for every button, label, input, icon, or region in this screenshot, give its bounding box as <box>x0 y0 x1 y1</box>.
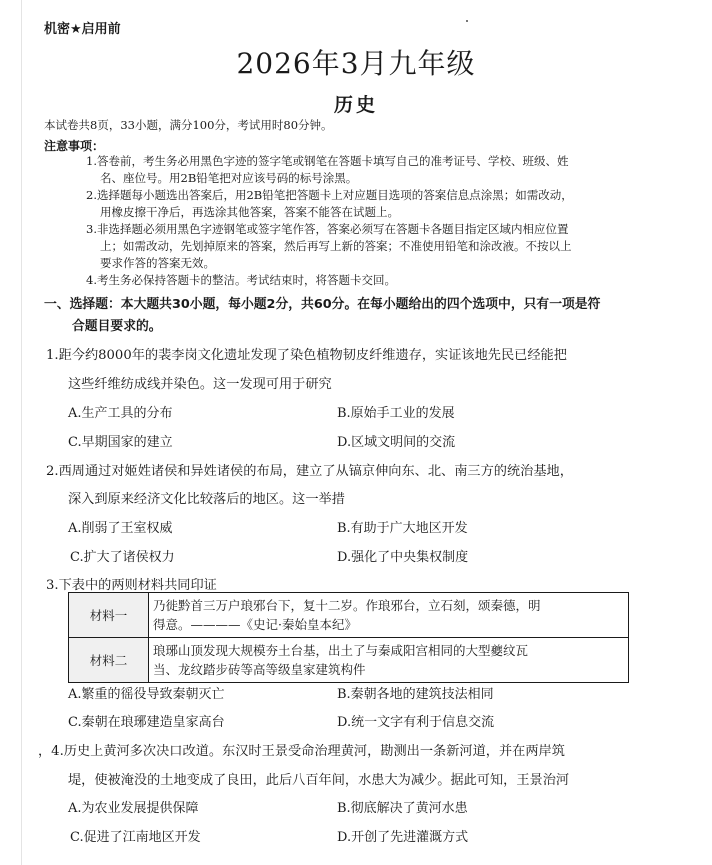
notice-item-1-line-1: 1.答卷前，考生务必用黑色字迹的签字笔或钢笔在答题卡填写自己的准考证号、学校、班级、姓 <box>86 154 569 168</box>
q2-option-b: B.有助于广大地区开发 <box>337 521 468 536</box>
section-heading-line-1: 一、选择题：本大题共30小题，每小题2分，共60分。在每小题给出的四个选项中，只有一项是符 <box>44 297 601 312</box>
q4-stem-line-2: 堤，使被淹没的土地变成了良田，此后八百年间，水患大为减少。据此可知，王景治河 <box>68 773 570 788</box>
scan-edge-line <box>21 0 22 865</box>
q3-material-table <box>68 592 629 683</box>
confidential-label: 机密★启用前 <box>44 22 121 37</box>
q3-material-1-line-2: 得意。————《史记·秦始皇本纪》 <box>153 617 357 632</box>
q3-material-2-text <box>149 638 629 683</box>
q3-option-b: B.秦朝各地的建筑技法相同 <box>337 687 494 702</box>
q2-stem-line-2: 深入到原来经济文化比较落后的地区。这一举措 <box>68 492 345 507</box>
notice-item-2-line-2: 用橡皮擦干净后，再选涂其他答案，答案不能答在试题上。 <box>100 205 399 219</box>
q1-option-a: A.生产工具的分布 <box>68 406 173 421</box>
q1-option-c: C.早期国家的建立 <box>68 435 173 450</box>
notice-item-1 <box>86 153 666 187</box>
q1-option-b: B.原始手工业的发展 <box>337 406 455 421</box>
q4-option-c: C.促进了江南地区开发 <box>70 830 201 845</box>
notice-item-3-line-3: 要求作答的答案无效。 <box>100 256 215 270</box>
q1-option-d: D.区域文明间的交流 <box>337 435 456 450</box>
subject-title: 历史 <box>333 94 378 116</box>
notice-item-4-line-1: 4.考生务必保持答题卡的整洁。考试结束时，将答题卡交回。 <box>86 273 396 287</box>
q3-option-d: D.统一文字有利于信息交流 <box>337 715 495 730</box>
q4-stem-line-1: ，4.历史上黄河多次决口改道。东汉时王景受命治理黄河，勘测出一条新河道，并在两岸筑 <box>38 744 565 759</box>
q2-option-c: C.扩大了诸侯权力 <box>70 550 175 565</box>
section-heading-line-2: 合题目要求的。 <box>72 319 162 334</box>
q3-stem: 3.下表中的两则材料共同印证 <box>46 578 217 593</box>
q3-material-1-line-1: 乃徙黔首三万户琅邪台下，复十二岁。作琅邪台，立石刻，颂秦德，明 <box>153 598 541 613</box>
q3-material-2-line-1: 琅琊山顶发现大规模夯土台基，出土了与秦咸阳宫相同的大型夔纹瓦 <box>153 643 529 658</box>
q3-material-1-text <box>149 593 629 638</box>
notice-item-2-line-1: 2.选择题每小题选出答案后，用2B铅笔把答题卡上对应题目选项的答案信息点涂黑；如需改动， <box>86 188 573 202</box>
notice-heading: 注意事项： <box>44 139 105 153</box>
q4-option-a: A.为农业发展提供保障 <box>68 801 199 816</box>
q3-option-a: A.繁重的徭役导致秦朝灭亡 <box>68 687 225 702</box>
notice-item-3-line-1: 3.非选择题必须用黑色字迹钢笔或签字笔作答，答案必须写在答题卡各题目指定区域内相应位置 <box>86 222 569 236</box>
q4-option-d: D.开创了先进灌溉方式 <box>337 830 469 845</box>
q3-material-row-1 <box>69 593 629 638</box>
section-heading <box>44 294 664 338</box>
q3-material-row-2 <box>69 638 629 683</box>
q3-option-c: C.秦朝在琅琊建造皇家高台 <box>68 715 225 730</box>
notice-item-4 <box>86 272 666 289</box>
q2-option-d: D.强化了中央集权制度 <box>337 550 469 565</box>
notice-item-3-line-2: 上；如需改动，先划掉原来的答案，然后再写上新的答案；不准使用铅笔和涂改液。不按以上 <box>100 239 572 253</box>
notice-item-2 <box>86 187 666 221</box>
notice-item-1-line-2: 名、座位号。用2B铅笔把对应该号码的标号涂黑。 <box>100 171 358 185</box>
q1-stem-line-2: 这些纤维纺成线并染色。这一发现可用于研究 <box>68 377 332 392</box>
exam-title: 2026年3月九年级 <box>236 47 476 80</box>
scan-speck <box>466 20 468 22</box>
exam-intro: 本试卷共8页，33小题，满分100分，考试用时80分钟。 <box>44 118 333 132</box>
q3-material-2-label: 材料二 <box>69 638 149 683</box>
q4-option-b: B.彻底解决了黄河水患 <box>337 801 468 816</box>
q1-stem-line-1: 1.距今约8000年的裴李岗文化遗址发现了染色植物韧皮纤维遗存，实证该地先民已经能把 <box>46 348 567 363</box>
q3-material-2-line-2: 当、龙纹踏步砖等高等级皇家建筑构件 <box>153 662 366 677</box>
notice-item-3 <box>86 221 666 272</box>
q3-material-1-label: 材料一 <box>69 593 149 638</box>
q2-stem-line-1: 2.西周通过对姬姓诸侯和异姓诸侯的布局，建立了从镐京伸向东、北、南三方的统治基地， <box>46 464 573 479</box>
q2-option-a: A.削弱了王室权威 <box>68 521 173 536</box>
